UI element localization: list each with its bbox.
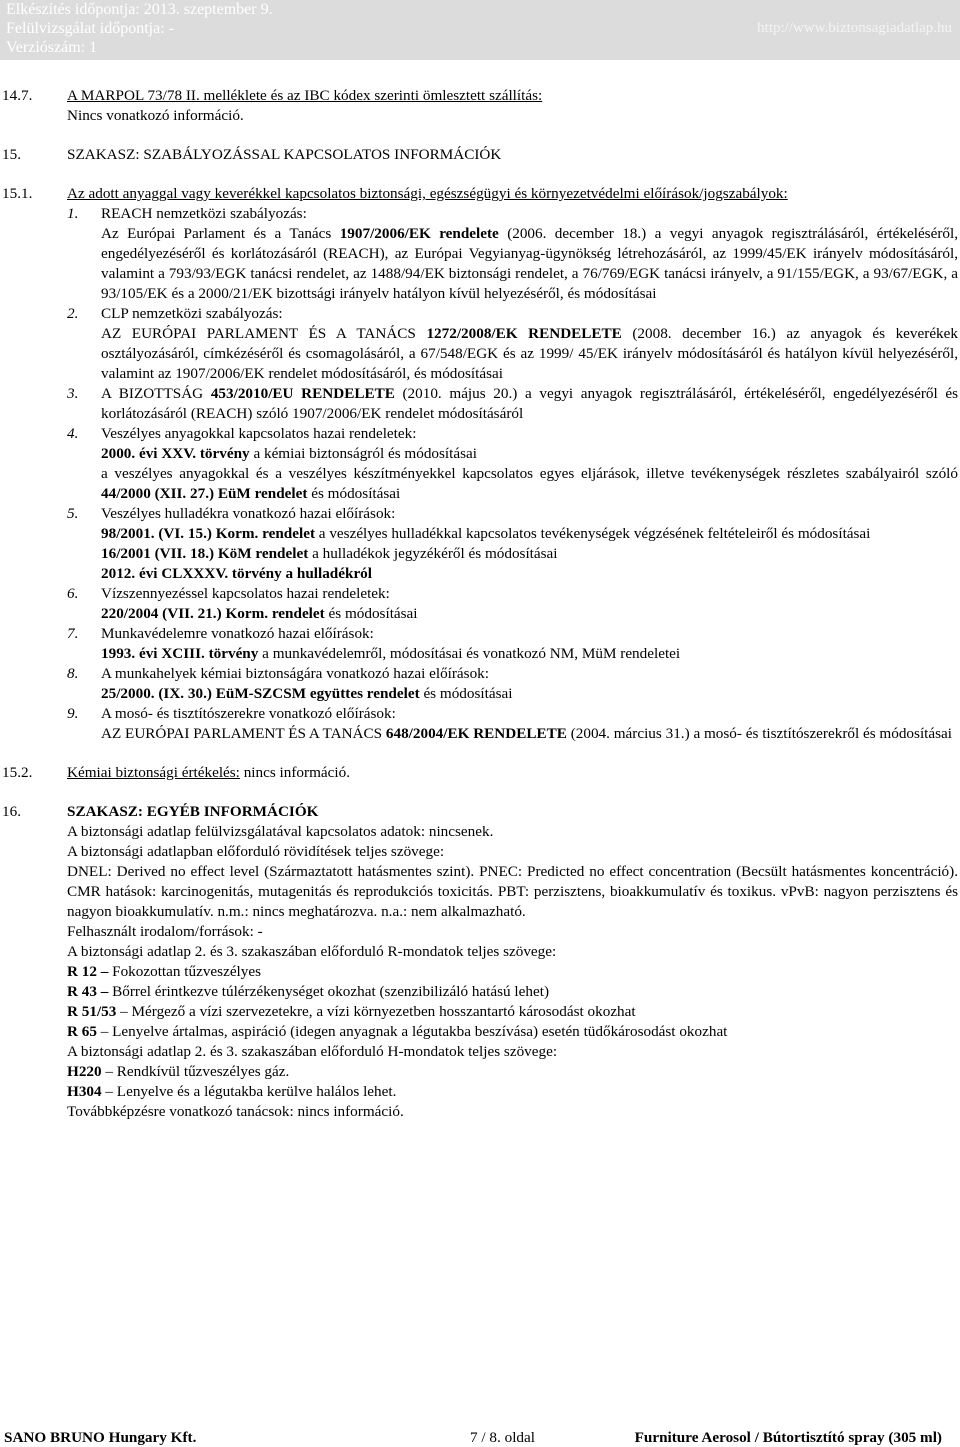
h-phrase: H304 – Lenyelve és a légutakba kerülve halálos lehet. [67, 1083, 397, 1100]
website-link[interactable]: http://www.biztonsagiadatlap.hu [757, 20, 952, 36]
section-number: 14.7. [2, 87, 33, 104]
item-number: 4. [67, 425, 79, 442]
item-text: Az Európai Parlament és a Tanács 1907/2006/EK rendelete (2006. december 18.) a vegyi anyagok regisztrálásáról, értékeléséről, engedélyezéséről és korlátozásáról (REACH), az Európai Vegyianyag-ügynökség létrehozásáról, az 1999/45/EK irányelv módosításáról, valamint a 793/93/EGK tanácsi rendelet, az 1488/94/EK biztonsági rendelet, a 76/769/EGK tanácsi irányelv, a 91/155/EGK, a 93/67/EGK, a 93/105/EK és a 2000/21/EK bizottsági irányelv hatályon kívül helyezéséről, és módosításai [101, 225, 958, 302]
item-number: 2. [67, 305, 79, 322]
regulation-item [67, 504, 958, 584]
section-15-1 [0, 184, 960, 204]
review-date: Felülvizsgálat időpontja: - [6, 20, 174, 37]
section-number: 15.2. [2, 764, 33, 781]
info-line: Továbbképzésre vonatkozó tanácsok: nincs információ. [67, 1103, 404, 1120]
item-text: AZ EURÓPAI PARLAMENT ÉS A TANÁCS 1272/2008/EK RENDELETE (2008. december 16.) az anyagok és keverékek osztályozásáról, címkézéséről és csomagolásáról, a 67/548/EGK és az 1999/ 45/EK irányelv módosításáról és hatályon kívül helyezéséről, valamint az 1907/2006/EK rendelet módosításáról, és módosításai [101, 325, 958, 382]
item-title: REACH nemzetközi szabályozás: [101, 205, 307, 222]
item-line: 2012. évi CLXXXV. törvény a hulladékról [101, 565, 372, 582]
abbreviations: DNEL: Derived no effect level (Származtatott hatásmentes szint). PNEC: Predicted no effect concentration (Becsült hatásmentes koncentráció). CMR hatások: karcinogenitás, mutagenitás és reprodukciós toxicitás. PBT: perzisztens, bioakkumulatív és toxikus. vPvB: nagyon perzisztens és nagyon bioakkumulatív. n.m.: nincs meghatározva. n.a.: nem alkalmazható. [67, 863, 958, 920]
section-text: Nincs vonatkozó információ. [67, 107, 244, 124]
r-phrase: R 65 – Lenyelve ártalmas, aspiráció (idegen anyagnak a légutakba beszívása) esetén tüdőkárosodást okozhat [67, 1023, 728, 1040]
regulation-item [67, 384, 958, 424]
info-line: A biztonsági adatlapban előforduló rövidítések teljes szövege: [67, 843, 445, 860]
company-name: SANO BRUNO Hungary Kft. [4, 1429, 197, 1446]
page-header [0, 0, 960, 60]
item-title: Veszélyes anyagokkal kapcsolatos hazai rendeletek: [101, 425, 417, 442]
item-text: AZ EURÓPAI PARLAMENT ÉS A TANÁCS 648/2004/EK RENDELETE (2004. március 31.) a mosó- és tisztítószerekről és módosításai [101, 725, 952, 742]
created-date: Elkészítés időpontja: 2013. szeptember 9. [6, 1, 273, 18]
section-heading: A MARPOL 73/78 II. melléklete és az IBC kódex szerinti ömlesztett szállítás: [67, 87, 543, 104]
document-body [0, 86, 960, 1122]
section-heading: Az adott anyaggal vagy keverékkel kapcsolatos biztonsági, egészségügyi és környezetvédelmi előírások/jogszabályok: [67, 185, 788, 202]
regulation-item [67, 204, 958, 304]
item-line: a veszélyes anyagokkal és a veszélyes készítményekkel kapcsolatos egyes eljárások, illetve tevékenységek részletes szabályairól szóló 44/2000 (XII. 27.) EüM rendelet és módosításai [101, 465, 958, 502]
item-title: Vízszennyezéssel kapcsolatos hazai rendeletek: [101, 585, 390, 602]
section-14-7 [0, 86, 960, 126]
section-number: 16. [2, 803, 21, 820]
item-title: CLP nemzetközi szabályozás: [101, 305, 283, 322]
item-text: A BIZOTTSÁG 453/2010/EU RENDELETE (2010. május 20.) a vegyi anyagok regisztrálásáról, értékeléséről, engedélyezéséről és korlátozásáról (REACH) szóló 1907/2006/EK rendelet módosításáról [101, 385, 958, 422]
item-title: A munkahelyek kémiai biztonságára vonatkozó hazai előírások: [101, 665, 489, 682]
regulation-item [67, 704, 958, 744]
section-number: 15. [2, 146, 21, 163]
version-number: Verziószám: 1 [6, 39, 98, 56]
section-16 [0, 802, 960, 1122]
regulation-item [67, 304, 958, 384]
item-number: 5. [67, 505, 79, 522]
item-number: 7. [67, 625, 79, 642]
section-number: 15.1. [2, 185, 33, 202]
product-name: Furniture Aerosol / Bútortisztító spray (305 ml) [634, 1429, 942, 1446]
regulation-item [67, 624, 958, 664]
section-15 [0, 145, 960, 165]
r-phrase: R 43 – Bőrrel érintkezve túlérzékenységet okozhat (szenzibilizáló hatású lehet) [67, 983, 550, 1000]
item-line: 25/2000. (IX. 30.) EüM-SZCSM együttes rendelet és módosításai [101, 685, 513, 702]
section-heading: SZAKASZ: EGYÉB INFORMÁCIÓK [67, 803, 319, 820]
section-15-2 [0, 763, 960, 783]
item-line: 16/2001 (VII. 18.) KöM rendelet a hulladékok jegyzékéről és módosításai [101, 545, 558, 562]
item-line: 220/2004 (VII. 21.) Korm. rendelet és módosításai [101, 605, 418, 622]
item-number: 3. [67, 385, 79, 402]
item-title: A mosó- és tisztítószerekre vonatkozó előírások: [101, 705, 396, 722]
page-footer [0, 1428, 960, 1447]
r-phrase: R 51/53 – Mérgező a vízi szervezetekre, a vízi környezetben hosszantartó károsodást okozhat [67, 1003, 636, 1020]
regulation-item [67, 664, 958, 704]
r-phrase: R 12 – Fokozottan tűzveszélyes [67, 963, 262, 980]
info-line: A biztonsági adatlap 2. és 3. szakaszában előforduló R-mondatok teljes szövege: [67, 943, 557, 960]
section-heading: SZAKASZ: SZABÁLYOZÁSSAL KAPCSOLATOS INFORMÁCIÓK [67, 146, 502, 163]
page-number: 7 / 8. oldal [470, 1429, 535, 1446]
regulation-item [67, 424, 958, 504]
item-number: 1. [67, 205, 79, 222]
h-phrase: H220 – Rendkívül tűzveszélyes gáz. [67, 1063, 290, 1080]
item-line: 98/2001. (VI. 15.) Korm. rendelet a veszélyes hulladékkal kapcsolatos tevékenységek végzésének feltételeiről és módosításai [101, 525, 871, 542]
section-text: Kémiai biztonsági értékelés: nincs információ. [67, 764, 350, 781]
item-line: 2000. évi XXV. törvény a kémiai biztonságról és módosításai [101, 445, 477, 462]
item-number: 6. [67, 585, 79, 602]
regulation-item [67, 584, 958, 624]
info-line: A biztonsági adatlap 2. és 3. szakaszában előforduló H-mondatok teljes szövege: [67, 1043, 558, 1060]
item-line: 1993. évi XCIII. törvény a munkavédelemről, módosításai és vonatkozó NM, MüM rendeletei [101, 645, 681, 662]
item-title: Munkavédelemre vonatkozó hazai előírások: [101, 625, 374, 642]
info-line: A biztonsági adatlap felülvizsgálatával kapcsolatos adatok: nincsenek. [67, 823, 494, 840]
item-title: Veszélyes hulladékra vonatkozó hazai előírások: [101, 505, 396, 522]
item-number: 9. [67, 705, 79, 722]
info-line: Felhasznált irodalom/források: - [67, 923, 263, 940]
item-number: 8. [67, 665, 79, 682]
